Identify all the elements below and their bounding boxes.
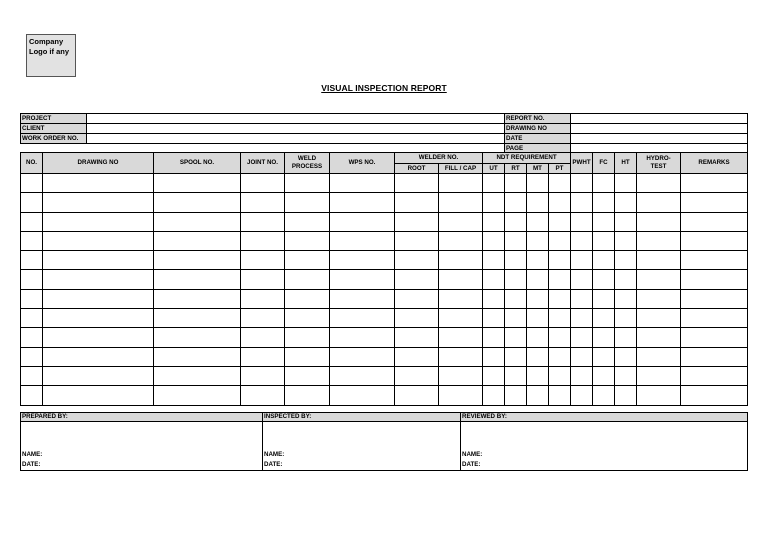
table-cell[interactable] xyxy=(637,270,681,289)
table-cell[interactable] xyxy=(43,328,154,347)
table-cell[interactable] xyxy=(593,347,615,366)
table-cell[interactable] xyxy=(395,289,439,308)
company-logo-placeholder xyxy=(26,34,76,77)
table-cell[interactable] xyxy=(615,212,637,231)
table-cell[interactable] xyxy=(615,386,637,405)
table-cell[interactable] xyxy=(593,328,615,347)
report-no-label: REPORT NO. xyxy=(505,114,571,124)
table-cell[interactable] xyxy=(483,289,505,308)
reviewed-by-label: REVIEWED BY: xyxy=(461,413,748,422)
table-cell[interactable] xyxy=(21,328,43,347)
col-no: NO. xyxy=(21,153,43,174)
table-cell[interactable] xyxy=(241,212,285,231)
table-cell[interactable] xyxy=(681,231,748,250)
table-cell[interactable] xyxy=(549,309,571,328)
col-joint-no: JOINT NO. xyxy=(241,153,285,174)
table-cell[interactable] xyxy=(330,270,395,289)
inspected-date-label: DATE: xyxy=(264,461,283,468)
table-cell[interactable] xyxy=(505,289,527,308)
table-cell[interactable] xyxy=(505,174,527,193)
table-cell[interactable] xyxy=(154,174,241,193)
table-cell[interactable] xyxy=(154,231,241,250)
table-cell[interactable] xyxy=(637,289,681,308)
report-title: VISUAL INSPECTION REPORT xyxy=(321,83,447,93)
table-cell[interactable] xyxy=(285,347,330,366)
date-label: DATE xyxy=(505,134,571,144)
table-cell[interactable] xyxy=(615,328,637,347)
table-cell[interactable] xyxy=(395,366,439,385)
table-cell[interactable] xyxy=(330,231,395,250)
table-cell[interactable] xyxy=(571,174,593,193)
table-cell[interactable] xyxy=(439,174,483,193)
header-info-table xyxy=(20,113,748,154)
table-cell[interactable] xyxy=(681,212,748,231)
table-cell[interactable] xyxy=(439,270,483,289)
table-cell[interactable] xyxy=(285,212,330,231)
table-row xyxy=(21,289,748,308)
table-cell[interactable] xyxy=(21,212,43,231)
table-cell[interactable] xyxy=(43,193,154,212)
table-cell[interactable] xyxy=(21,289,43,308)
table-cell[interactable] xyxy=(285,174,330,193)
table-row xyxy=(21,193,748,212)
col-wps-no: WPS NO. xyxy=(330,153,395,174)
col-rt: RT xyxy=(505,164,527,174)
table-cell[interactable] xyxy=(241,309,285,328)
col-weld-process-line2: PROCESS xyxy=(291,163,323,170)
table-cell[interactable] xyxy=(21,270,43,289)
signature-table xyxy=(20,412,748,471)
table-cell[interactable] xyxy=(154,386,241,405)
table-cell[interactable] xyxy=(505,270,527,289)
table-cell[interactable] xyxy=(483,193,505,212)
table-cell[interactable] xyxy=(571,289,593,308)
table-row xyxy=(21,174,748,193)
table-cell[interactable] xyxy=(483,231,505,250)
table-cell[interactable] xyxy=(637,193,681,212)
table-cell[interactable] xyxy=(615,366,637,385)
table-cell[interactable] xyxy=(637,347,681,366)
table-cell[interactable] xyxy=(549,270,571,289)
reviewed-name-label: NAME: xyxy=(462,451,483,458)
table-cell[interactable] xyxy=(154,270,241,289)
table-cell[interactable] xyxy=(43,174,154,193)
table-cell[interactable] xyxy=(43,251,154,270)
table-cell[interactable] xyxy=(527,174,549,193)
table-cell[interactable] xyxy=(571,328,593,347)
table-cell[interactable] xyxy=(21,251,43,270)
table-row xyxy=(21,366,748,385)
table-cell[interactable] xyxy=(285,366,330,385)
prepared-by-label: PREPARED BY: xyxy=(21,413,263,422)
drawing-no-label: DRAWING NO xyxy=(505,124,571,134)
table-cell[interactable] xyxy=(439,251,483,270)
table-cell[interactable] xyxy=(505,212,527,231)
table-cell[interactable] xyxy=(439,328,483,347)
col-hydro-test-line1: HYDRO- xyxy=(646,155,671,162)
table-cell[interactable] xyxy=(395,309,439,328)
table-cell[interactable] xyxy=(154,366,241,385)
table-cell[interactable] xyxy=(439,366,483,385)
table-cell[interactable] xyxy=(330,251,395,270)
table-cell[interactable] xyxy=(615,347,637,366)
table-cell[interactable] xyxy=(439,347,483,366)
table-cell[interactable] xyxy=(285,328,330,347)
table-cell[interactable] xyxy=(615,251,637,270)
table-cell[interactable] xyxy=(395,231,439,250)
table-cell[interactable] xyxy=(285,289,330,308)
table-cell[interactable] xyxy=(637,231,681,250)
table-row xyxy=(21,309,748,328)
table-cell[interactable] xyxy=(571,309,593,328)
table-cell[interactable] xyxy=(571,212,593,231)
table-cell[interactable] xyxy=(571,347,593,366)
table-cell[interactable] xyxy=(505,251,527,270)
table-cell[interactable] xyxy=(527,386,549,405)
table-cell[interactable] xyxy=(637,366,681,385)
col-ut: UT xyxy=(483,164,505,174)
prepared-date-label: DATE: xyxy=(22,461,41,468)
table-cell[interactable] xyxy=(330,386,395,405)
table-cell[interactable] xyxy=(154,193,241,212)
table-row xyxy=(21,386,748,405)
table-cell[interactable] xyxy=(483,328,505,347)
table-cell[interactable] xyxy=(395,212,439,231)
table-cell[interactable] xyxy=(439,231,483,250)
table-cell[interactable] xyxy=(21,231,43,250)
table-cell[interactable] xyxy=(681,366,748,385)
table-cell[interactable] xyxy=(43,231,154,250)
table-cell[interactable] xyxy=(483,386,505,405)
report-no-field[interactable] xyxy=(571,114,748,124)
table-cell[interactable] xyxy=(483,309,505,328)
table-cell[interactable] xyxy=(483,347,505,366)
table-cell[interactable] xyxy=(285,231,330,250)
table-cell[interactable] xyxy=(571,251,593,270)
table-cell[interactable] xyxy=(395,193,439,212)
drawing-no-field[interactable] xyxy=(571,124,748,134)
table-cell[interactable] xyxy=(593,309,615,328)
table-cell[interactable] xyxy=(637,386,681,405)
table-cell[interactable] xyxy=(571,366,593,385)
logo-line-1: Company xyxy=(29,37,64,46)
table-body xyxy=(21,174,748,406)
work-order-field[interactable] xyxy=(87,134,505,144)
col-drawing-no: DRAWING NO xyxy=(43,153,154,174)
table-cell[interactable] xyxy=(395,270,439,289)
table-cell[interactable] xyxy=(241,289,285,308)
table-cell[interactable] xyxy=(505,328,527,347)
col-fc: FC xyxy=(593,153,615,174)
table-cell[interactable] xyxy=(615,174,637,193)
table-cell[interactable] xyxy=(483,366,505,385)
col-spool-no: SPOOL NO. xyxy=(154,153,241,174)
inspected-by-field[interactable] xyxy=(263,422,461,471)
table-cell[interactable] xyxy=(330,309,395,328)
work-order-label: WORK ORDER NO. xyxy=(21,134,87,144)
table-cell[interactable] xyxy=(571,193,593,212)
table-cell[interactable] xyxy=(154,347,241,366)
table-cell[interactable] xyxy=(21,386,43,405)
table-cell[interactable] xyxy=(241,328,285,347)
logo-line-2: Logo if any xyxy=(29,47,69,56)
table-cell[interactable] xyxy=(21,193,43,212)
col-remarks: REMARKS xyxy=(681,153,748,174)
table-cell[interactable] xyxy=(549,289,571,308)
table-cell[interactable] xyxy=(395,347,439,366)
table-cell[interactable] xyxy=(241,193,285,212)
page-label: PAGE xyxy=(505,144,571,154)
table-cell[interactable] xyxy=(681,328,748,347)
table-cell[interactable] xyxy=(571,386,593,405)
table-row xyxy=(21,251,748,270)
table-cell[interactable] xyxy=(483,212,505,231)
table-cell[interactable] xyxy=(681,347,748,366)
table-cell[interactable] xyxy=(154,309,241,328)
table-cell[interactable] xyxy=(154,212,241,231)
table-cell[interactable] xyxy=(483,174,505,193)
table-cell[interactable] xyxy=(21,309,43,328)
table-cell[interactable] xyxy=(527,251,549,270)
table-cell[interactable] xyxy=(330,328,395,347)
col-weld-process-line1: WELD xyxy=(297,155,317,162)
table-cell[interactable] xyxy=(505,231,527,250)
table-cell[interactable] xyxy=(285,193,330,212)
table-cell[interactable] xyxy=(285,251,330,270)
table-cell[interactable] xyxy=(439,212,483,231)
table-cell[interactable] xyxy=(395,251,439,270)
table-cell[interactable] xyxy=(43,366,154,385)
table-cell[interactable] xyxy=(527,231,549,250)
table-cell[interactable] xyxy=(43,270,154,289)
table-cell[interactable] xyxy=(615,193,637,212)
table-cell[interactable] xyxy=(285,309,330,328)
table-row xyxy=(21,328,748,347)
table-cell[interactable] xyxy=(43,347,154,366)
table-cell[interactable] xyxy=(21,347,43,366)
table-cell[interactable] xyxy=(330,347,395,366)
col-ht: HT xyxy=(615,153,637,174)
table-cell[interactable] xyxy=(330,366,395,385)
table-cell[interactable] xyxy=(285,270,330,289)
table-cell[interactable] xyxy=(615,270,637,289)
table-cell[interactable] xyxy=(681,309,748,328)
table-cell[interactable] xyxy=(527,366,549,385)
table-cell[interactable] xyxy=(483,270,505,289)
reviewed-date-label: DATE: xyxy=(462,461,481,468)
col-weld-process xyxy=(285,153,330,174)
table-cell[interactable] xyxy=(549,251,571,270)
table-cell[interactable] xyxy=(637,328,681,347)
col-mt: MT xyxy=(527,164,549,174)
table-cell[interactable] xyxy=(549,193,571,212)
table-cell[interactable] xyxy=(505,193,527,212)
table-cell[interactable] xyxy=(505,386,527,405)
table-cell[interactable] xyxy=(681,386,748,405)
table-cell[interactable] xyxy=(43,289,154,308)
table-cell[interactable] xyxy=(43,309,154,328)
table-cell[interactable] xyxy=(681,289,748,308)
project-label: PROJECT xyxy=(21,114,87,124)
col-root: ROOT xyxy=(395,164,439,174)
table-cell[interactable] xyxy=(615,289,637,308)
table-cell[interactable] xyxy=(439,289,483,308)
table-cell[interactable] xyxy=(527,309,549,328)
table-cell[interactable] xyxy=(439,309,483,328)
table-cell[interactable] xyxy=(439,386,483,405)
table-cell[interactable] xyxy=(571,270,593,289)
table-cell[interactable] xyxy=(549,347,571,366)
col-fill-cap: FILL / CAP xyxy=(439,164,483,174)
table-cell[interactable] xyxy=(681,270,748,289)
table-cell[interactable] xyxy=(241,347,285,366)
table-cell[interactable] xyxy=(549,366,571,385)
table-cell[interactable] xyxy=(593,386,615,405)
table-cell[interactable] xyxy=(154,328,241,347)
table-cell[interactable] xyxy=(241,231,285,250)
table-cell[interactable] xyxy=(43,386,154,405)
inspected-by-label: INSPECTED BY: xyxy=(263,413,461,422)
table-cell[interactable] xyxy=(527,270,549,289)
table-cell[interactable] xyxy=(571,231,593,250)
table-cell[interactable] xyxy=(681,251,748,270)
table-cell[interactable] xyxy=(241,270,285,289)
table-cell[interactable] xyxy=(593,366,615,385)
table-cell[interactable] xyxy=(285,386,330,405)
table-cell[interactable] xyxy=(549,231,571,250)
table-cell[interactable] xyxy=(527,289,549,308)
table-cell[interactable] xyxy=(593,174,615,193)
col-hydro-test xyxy=(637,153,681,174)
table-cell[interactable] xyxy=(615,231,637,250)
table-cell[interactable] xyxy=(637,212,681,231)
table-cell[interactable] xyxy=(527,212,549,231)
client-label: CLIENT xyxy=(21,124,87,134)
table-cell[interactable] xyxy=(330,289,395,308)
inspected-name-label: NAME: xyxy=(264,451,285,458)
table-cell[interactable] xyxy=(549,212,571,231)
prepared-by-field[interactable] xyxy=(21,422,263,471)
table-cell[interactable] xyxy=(330,212,395,231)
table-header-row xyxy=(21,153,748,164)
table-cell[interactable] xyxy=(439,193,483,212)
table-row xyxy=(21,270,748,289)
reviewed-by-field[interactable] xyxy=(461,422,748,471)
table-cell[interactable] xyxy=(527,193,549,212)
table-cell[interactable] xyxy=(593,251,615,270)
inspection-table xyxy=(20,152,748,406)
table-cell[interactable] xyxy=(241,174,285,193)
table-cell[interactable] xyxy=(505,309,527,328)
table-row xyxy=(21,212,748,231)
col-hydro-test-line2: TEST xyxy=(650,163,667,170)
table-cell[interactable] xyxy=(43,212,154,231)
project-field[interactable] xyxy=(87,114,505,124)
table-cell[interactable] xyxy=(21,366,43,385)
table-cell[interactable] xyxy=(549,174,571,193)
table-row xyxy=(21,231,748,250)
table-cell[interactable] xyxy=(154,251,241,270)
table-cell[interactable] xyxy=(681,174,748,193)
table-cell[interactable] xyxy=(637,309,681,328)
col-ndt-requirement: NDT REQUIREMENT xyxy=(483,153,571,164)
date-field[interactable] xyxy=(571,134,748,144)
table-cell[interactable] xyxy=(241,366,285,385)
table-cell[interactable] xyxy=(615,309,637,328)
table-cell[interactable] xyxy=(154,289,241,308)
table-cell[interactable] xyxy=(593,270,615,289)
table-cell[interactable] xyxy=(527,347,549,366)
prepared-name-label: NAME: xyxy=(22,451,43,458)
col-pwht: PWHT xyxy=(571,153,593,174)
table-cell[interactable] xyxy=(395,328,439,347)
table-cell[interactable] xyxy=(483,251,505,270)
table-cell[interactable] xyxy=(593,289,615,308)
table-cell[interactable] xyxy=(505,347,527,366)
col-pt: PT xyxy=(549,164,571,174)
table-cell[interactable] xyxy=(527,328,549,347)
table-cell[interactable] xyxy=(241,251,285,270)
table-cell[interactable] xyxy=(241,386,285,405)
table-cell[interactable] xyxy=(593,193,615,212)
table-cell[interactable] xyxy=(593,212,615,231)
table-row xyxy=(21,347,748,366)
table-cell[interactable] xyxy=(681,193,748,212)
table-cell[interactable] xyxy=(549,328,571,347)
table-cell[interactable] xyxy=(593,231,615,250)
table-cell[interactable] xyxy=(330,193,395,212)
col-welder-no: WELDER NO. xyxy=(395,153,483,164)
table-cell[interactable] xyxy=(21,174,43,193)
table-cell[interactable] xyxy=(505,366,527,385)
table-cell[interactable] xyxy=(395,386,439,405)
table-cell[interactable] xyxy=(330,174,395,193)
table-cell[interactable] xyxy=(395,174,439,193)
table-cell[interactable] xyxy=(637,174,681,193)
table-cell[interactable] xyxy=(549,386,571,405)
table-cell[interactable] xyxy=(637,251,681,270)
client-field[interactable] xyxy=(87,124,505,134)
